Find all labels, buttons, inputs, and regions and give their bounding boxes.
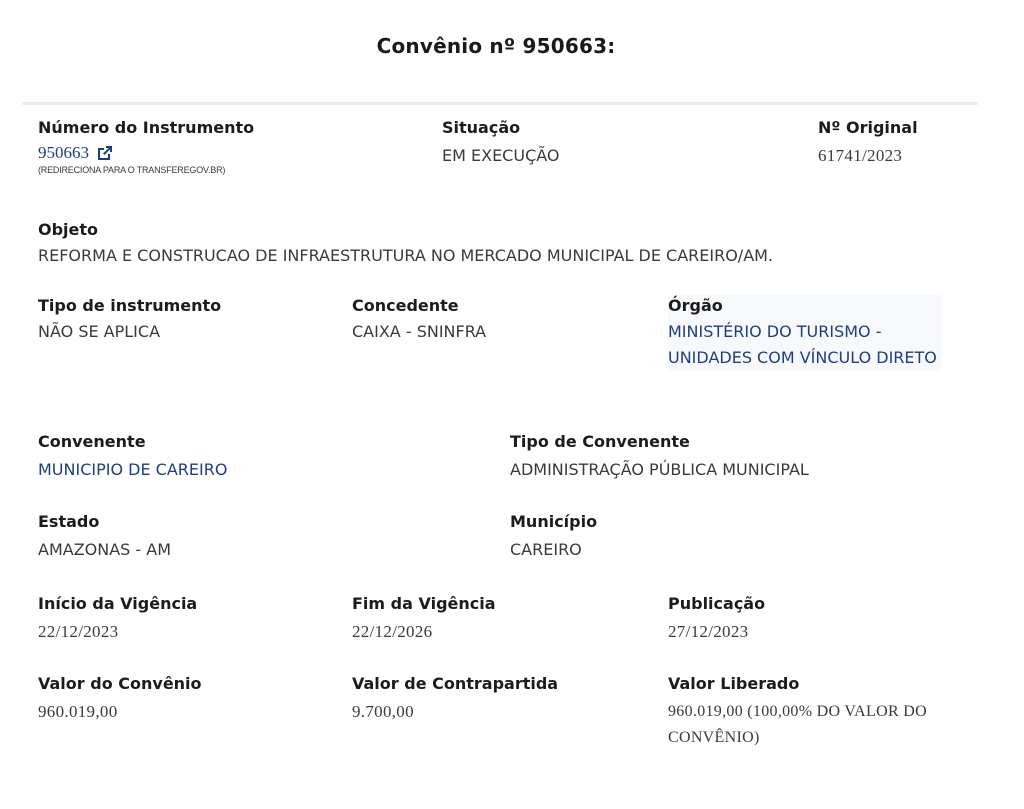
orgao-label: Órgão — [668, 296, 723, 315]
objeto-value: REFORMA E CONSTRUCAO DE INFRAESTRUTURA NO MERCADO MUNICIPAL DE CAREIRO/AM. — [38, 246, 774, 265]
tipo-convenente-value: ADMINISTRAÇÃO PÚBLICA MUNICIPAL — [510, 460, 809, 479]
field-fim-vigencia — [352, 593, 496, 645]
field-municipio — [510, 511, 597, 563]
concedente-value: CAIXA - SNINFRA — [352, 322, 487, 341]
orgao-value: MINISTÉRIO DO TURISMO - UNIDADES COM VÍNCULO DIRETO — [668, 322, 937, 367]
redirect-note: (REDIRECIONA PARA O TRANSFEREGOV.BR) — [38, 165, 226, 175]
valor-liberado-label: Valor Liberado — [668, 674, 800, 693]
valor-contrapartida-label: Valor de Contrapartida — [352, 674, 559, 693]
estado-label: Estado — [38, 512, 100, 531]
convenente-label: Convenente — [38, 432, 146, 451]
field-publicacao — [668, 593, 765, 645]
field-valor-convenio — [38, 673, 202, 725]
n-original-label: Nº Original — [818, 118, 918, 137]
field-valor-liberado — [668, 673, 958, 751]
field-n-original — [818, 117, 918, 169]
publicacao-label: Publicação — [668, 594, 766, 613]
field-objeto — [38, 219, 773, 269]
publicacao-value: 27/12/2023 — [668, 622, 749, 641]
valor-convenio-label: Valor do Convênio — [38, 674, 202, 693]
valor-liberado-value: 960.019,00 (100,00% DO VALOR DO CONVÊNIO) — [668, 703, 927, 746]
fim-vigencia-value: 22/12/2026 — [352, 622, 433, 641]
estado-value: AMAZONAS - AM — [38, 540, 172, 559]
tipo-instrumento-value: NÃO SE APLICA — [38, 322, 161, 341]
field-tipo-convenente — [510, 431, 809, 483]
situacao-label: Situação — [442, 118, 521, 137]
field-concedente — [352, 295, 486, 345]
fim-vigencia-label: Fim da Vigência — [352, 594, 496, 613]
field-valor-contrapartida — [352, 673, 558, 725]
field-inicio-vigencia — [38, 593, 197, 645]
valor-convenio-value: 960.019,00 — [38, 702, 118, 721]
convenente-value[interactable]: MUNICIPIO DE CAREIRO — [38, 460, 228, 479]
external-link-icon — [95, 143, 115, 163]
inicio-vigencia-value: 22/12/2023 — [38, 622, 119, 641]
valor-contrapartida-value: 9.700,00 — [352, 702, 414, 721]
municipio-label: Município — [510, 512, 598, 531]
tipo-convenente-label: Tipo de Convenente — [510, 432, 690, 451]
numero-instrumento-value — [38, 141, 254, 165]
field-numero-instrumento — [38, 117, 254, 175]
field-orgao — [668, 295, 942, 371]
instrumento-link[interactable] — [38, 141, 115, 165]
field-convenente — [38, 431, 227, 483]
tipo-instrumento-label: Tipo de instrumento — [38, 296, 222, 315]
objeto-label: Objeto — [38, 220, 99, 239]
instrumento-number: 950663 — [38, 143, 89, 162]
situacao-value: EM EXECUÇÃO — [442, 146, 560, 165]
inicio-vigencia-label: Início da Vigência — [38, 594, 198, 613]
municipio-value: CAREIRO — [510, 540, 582, 559]
field-tipo-instrumento — [38, 295, 221, 345]
page-title: Convênio nº 950663: — [376, 34, 616, 58]
concedente-label: Concedente — [352, 296, 459, 315]
numero-instrumento-label: Número do Instrumento — [38, 118, 255, 137]
n-original-value: 61741/2023 — [818, 146, 903, 165]
field-situacao — [442, 117, 560, 169]
convenio-details-card — [22, 102, 978, 773]
field-estado — [38, 511, 171, 563]
